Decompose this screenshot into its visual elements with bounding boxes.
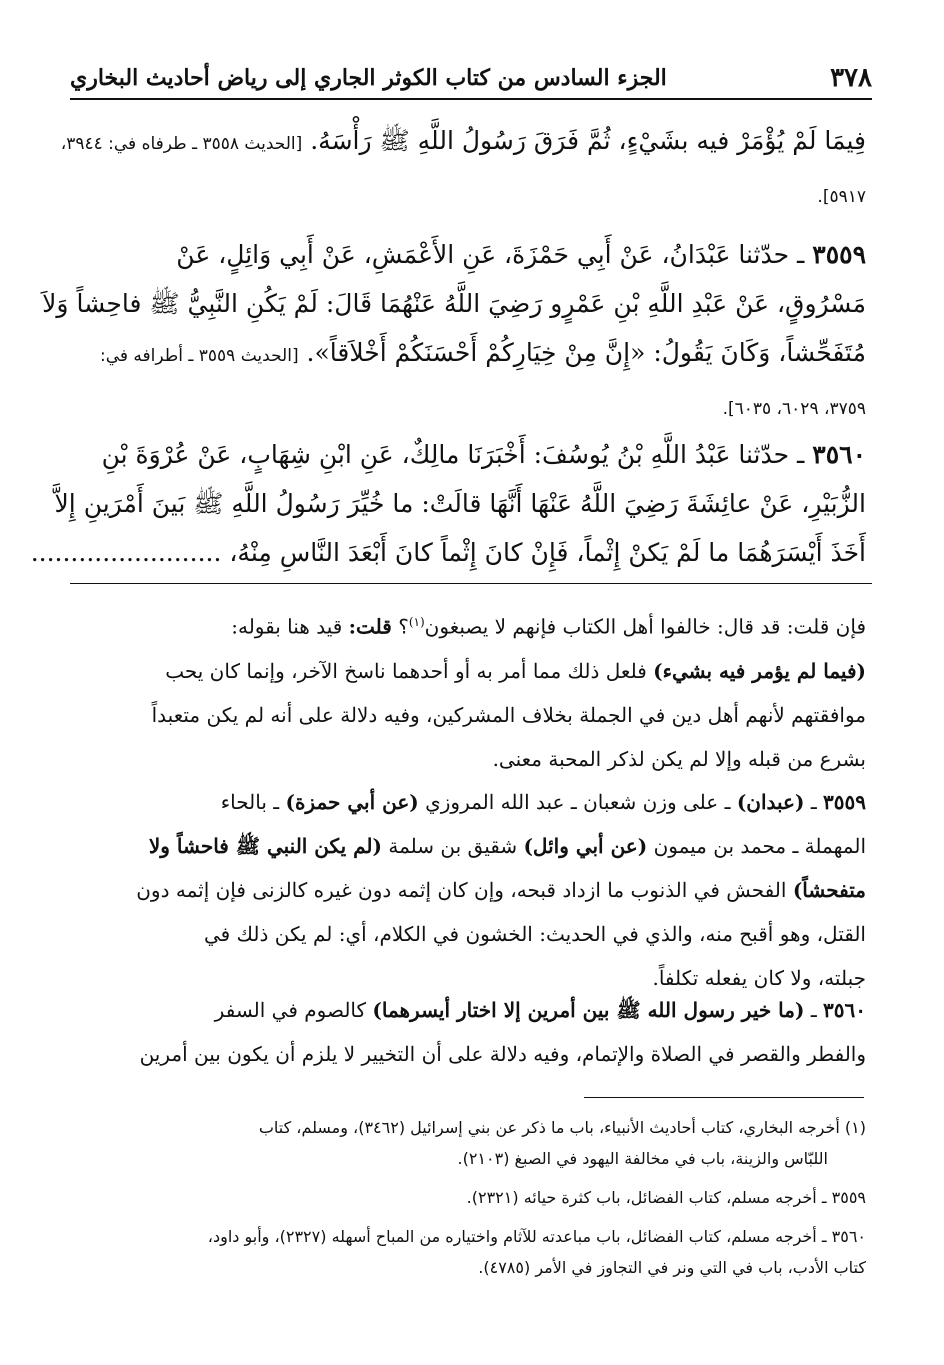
commentary-bold: (فيما لم يؤمر فيه بشيء)	[653, 658, 866, 683]
commentary-bold: (عن أبي حمزة)	[285, 790, 419, 814]
commentary-paragraph-3559	[72, 780, 866, 1000]
commentary-text: الفحش في الذنوب ما ازداد قبحه، وإن كان إثمه دون غيره كالزنى فإن إثمه دون	[136, 878, 787, 902]
hadith-number: ٣٥٥٩	[812, 240, 866, 269]
footnote-mark: ٣٥٦٠ ـ	[821, 1227, 866, 1246]
commentary-text: قيد هنا بقوله:	[231, 614, 343, 639]
commentary-bold: (ما خير رسول الله ﷺ بين أمرين إلا اختار أيسرهما)	[372, 998, 805, 1022]
commentary-text: ـ بالحاء	[220, 790, 280, 814]
commentary-text: موافقتهم لأنهم أهل دين في الجملة بخلاف المشركين، وفيه دلالة على أنه لم يكن متعبداً	[151, 702, 866, 727]
commentary-text: المهملة ـ محمد بن ميمون	[653, 834, 866, 858]
matn-text: مُتَفَحِّشاً، وَكَانَ يَقُولُ: «إِنَّ مِنْ خِيَارِكُمْ أَحْسَنَكُمْ أَخْلاَقاً».	[306, 338, 866, 367]
commentary-text: بشرع من قبله وإلا لم يكن لذكر المحبة معنى.	[492, 746, 866, 771]
commentary-text: والفطر والقصر في الصلاة والإتمام، وفيه دلالة على أن التخيير لا يلزم أن يكون بين أمرين	[139, 1042, 866, 1066]
footnote-3560	[72, 1221, 866, 1283]
footnote-text: أخرجه مسلم، كتاب الفضائل، باب كثرة حيائه (٢٣٢١).	[466, 1188, 817, 1207]
commentary-text: ـ على وزن شعبان ـ عبد الله المروزي	[425, 790, 731, 814]
matn-text: الزُّبَيْرِ، عَنْ عائِشَةَ رَضِيَ اللَّهُ عَنْهَا أَنَّهَا قالَتْ: ما خُيِّرَ رَسُولُ اللَّهِ ﷺ بَينَ أَمْرَينِ إِلاَّ	[54, 489, 866, 518]
footnote-1	[72, 1112, 866, 1174]
page-header	[70, 58, 872, 100]
footnote-divider	[584, 1097, 864, 1098]
matn-text: مَسْرُوقٍ، عَنْ عَبْدِ اللَّهِ بْنِ عَمْرٍو رَضِيَ اللَّهُ عَنْهُمَا قَالَ: لَمْ يَكُنِ النَّبِيُّ ﷺ فاحِشاً وَلاَ	[42, 289, 866, 318]
hadith-number: ٣٥٦٠	[823, 998, 866, 1022]
footnotes	[72, 1112, 866, 1291]
footnote-text: اللبّاس والزينة، باب في مخالفة اليهود في الصبغ (٢١٠٣).	[457, 1149, 828, 1168]
commentary-bold: قلت:	[348, 614, 392, 639]
hadith-number: ٣٥٦٠	[812, 440, 866, 469]
section-divider	[70, 583, 872, 584]
commentary-text: القتل، وهو أقبح منه، والذي في الحديث: الخشون في الكلام، أي: لم يكن ذلك في	[203, 922, 866, 946]
commentary-text: كالصوم في السفر	[214, 998, 367, 1022]
commentary-paragraph-1	[72, 600, 866, 781]
footnote-3559	[72, 1182, 866, 1213]
matn-text: أَخَذَ أَيْسَرَهُمَا ما لَمْ يَكنْ إِثْماً، فَإِنْ كانَ إِثْماً كانَ أَبْعَدَ النَّاسِ مِنْهُ، ........................	[30, 538, 866, 567]
commentary-bold: متفحشاً)	[792, 878, 866, 902]
matn-text: ـ حدّثنا عَبْدَانُ، عَنْ أَبِي حَمْزَةَ، عَنِ الأَعْمَشِ، عَنْ أَبِي وَائِلٍ، عَنْ	[176, 240, 805, 269]
footnote-text: كتاب الأدب، باب في التي ونر في التجاوز في الأمر (٤٧٨٥).	[478, 1258, 866, 1277]
running-title: الجزء السادس من كتاب الكوثر الجاري إلى رياض أحاديث البخاري	[70, 65, 667, 91]
commentary-text: ـ	[810, 998, 817, 1022]
commentary-bold: (عبدان)	[736, 790, 805, 814]
footnote-text: أخرجه البخاري، كتاب أحاديث الأنبياء، باب ما ذكر عن بني إسرائيل (٣٤٦٢)، ومسلم، كتاب	[258, 1118, 840, 1137]
commentary-bold: (لم يكن النبي ﷺ فاحشاً ولا	[148, 834, 382, 858]
page-number: ٣٧٨	[830, 63, 872, 93]
commentary-text: ـ	[810, 790, 817, 814]
matn-text: ـ حدّثنا عَبْدُ اللَّهِ بْنُ يُوسُفَ: أَخْبَرَنَا مالِكٌ، عَنِ ابْنِ شِهَابٍ، عَنْ عُرْوَةَ بْنِ	[101, 440, 805, 469]
footnote-text: أخرجه مسلم، كتاب الفضائل، باب مباعدته للآثام واختياره من المباح أسهله (٢٣٢٧)، وأبو داود،	[207, 1227, 817, 1246]
commentary-text: ؟	[398, 614, 409, 639]
hadith-number: ٣٥٥٩	[823, 790, 866, 814]
commentary-text: فإن قلت: قد قال: خالفوا أهل الكتاب فإنهم لا يصبغون	[424, 614, 866, 639]
hadith-reference: ٥٩١٧].	[817, 187, 866, 207]
hadith-3559	[42, 230, 866, 434]
commentary-text: شقيق بن سلمة	[388, 834, 518, 858]
footnote-mark: (١)	[844, 1118, 866, 1137]
commentary-text: جبلته، ولا كان يفعله تكلفاً.	[652, 966, 866, 990]
commentary-paragraph-3560	[72, 988, 866, 1076]
hadith-reference: ٣٧٥٩، ٦٠٢٩، ٦٠٣٥].	[722, 399, 866, 419]
matn-text: فِيمَا لَمْ يُؤْمَرْ فيه بشَيْءٍ، ثُمَّ فَرَقَ رَسُولُ اللَّهِ ﷺ رَأْسَهُ.	[310, 126, 866, 155]
footnote-marker: (١)	[408, 615, 425, 629]
footnote-mark: ٣٥٥٩ ـ	[821, 1188, 866, 1207]
hadith-reference: [الحديث ٣٥٥٩ ـ أطرافه في:	[99, 346, 299, 366]
commentary-text: فلعل ذلك مما أمر به أو أحدهما ناسخ الآخر، وإنما كان يحب	[165, 658, 647, 683]
commentary-bold: (عن أبي وائل)	[523, 834, 648, 858]
hadith-reference: [الحديث ٣٥٥٨ ـ طرفاه في: ٣٩٤٤،	[60, 134, 303, 154]
hadith-3558-continuation	[60, 116, 866, 222]
hadith-3560	[30, 430, 866, 577]
